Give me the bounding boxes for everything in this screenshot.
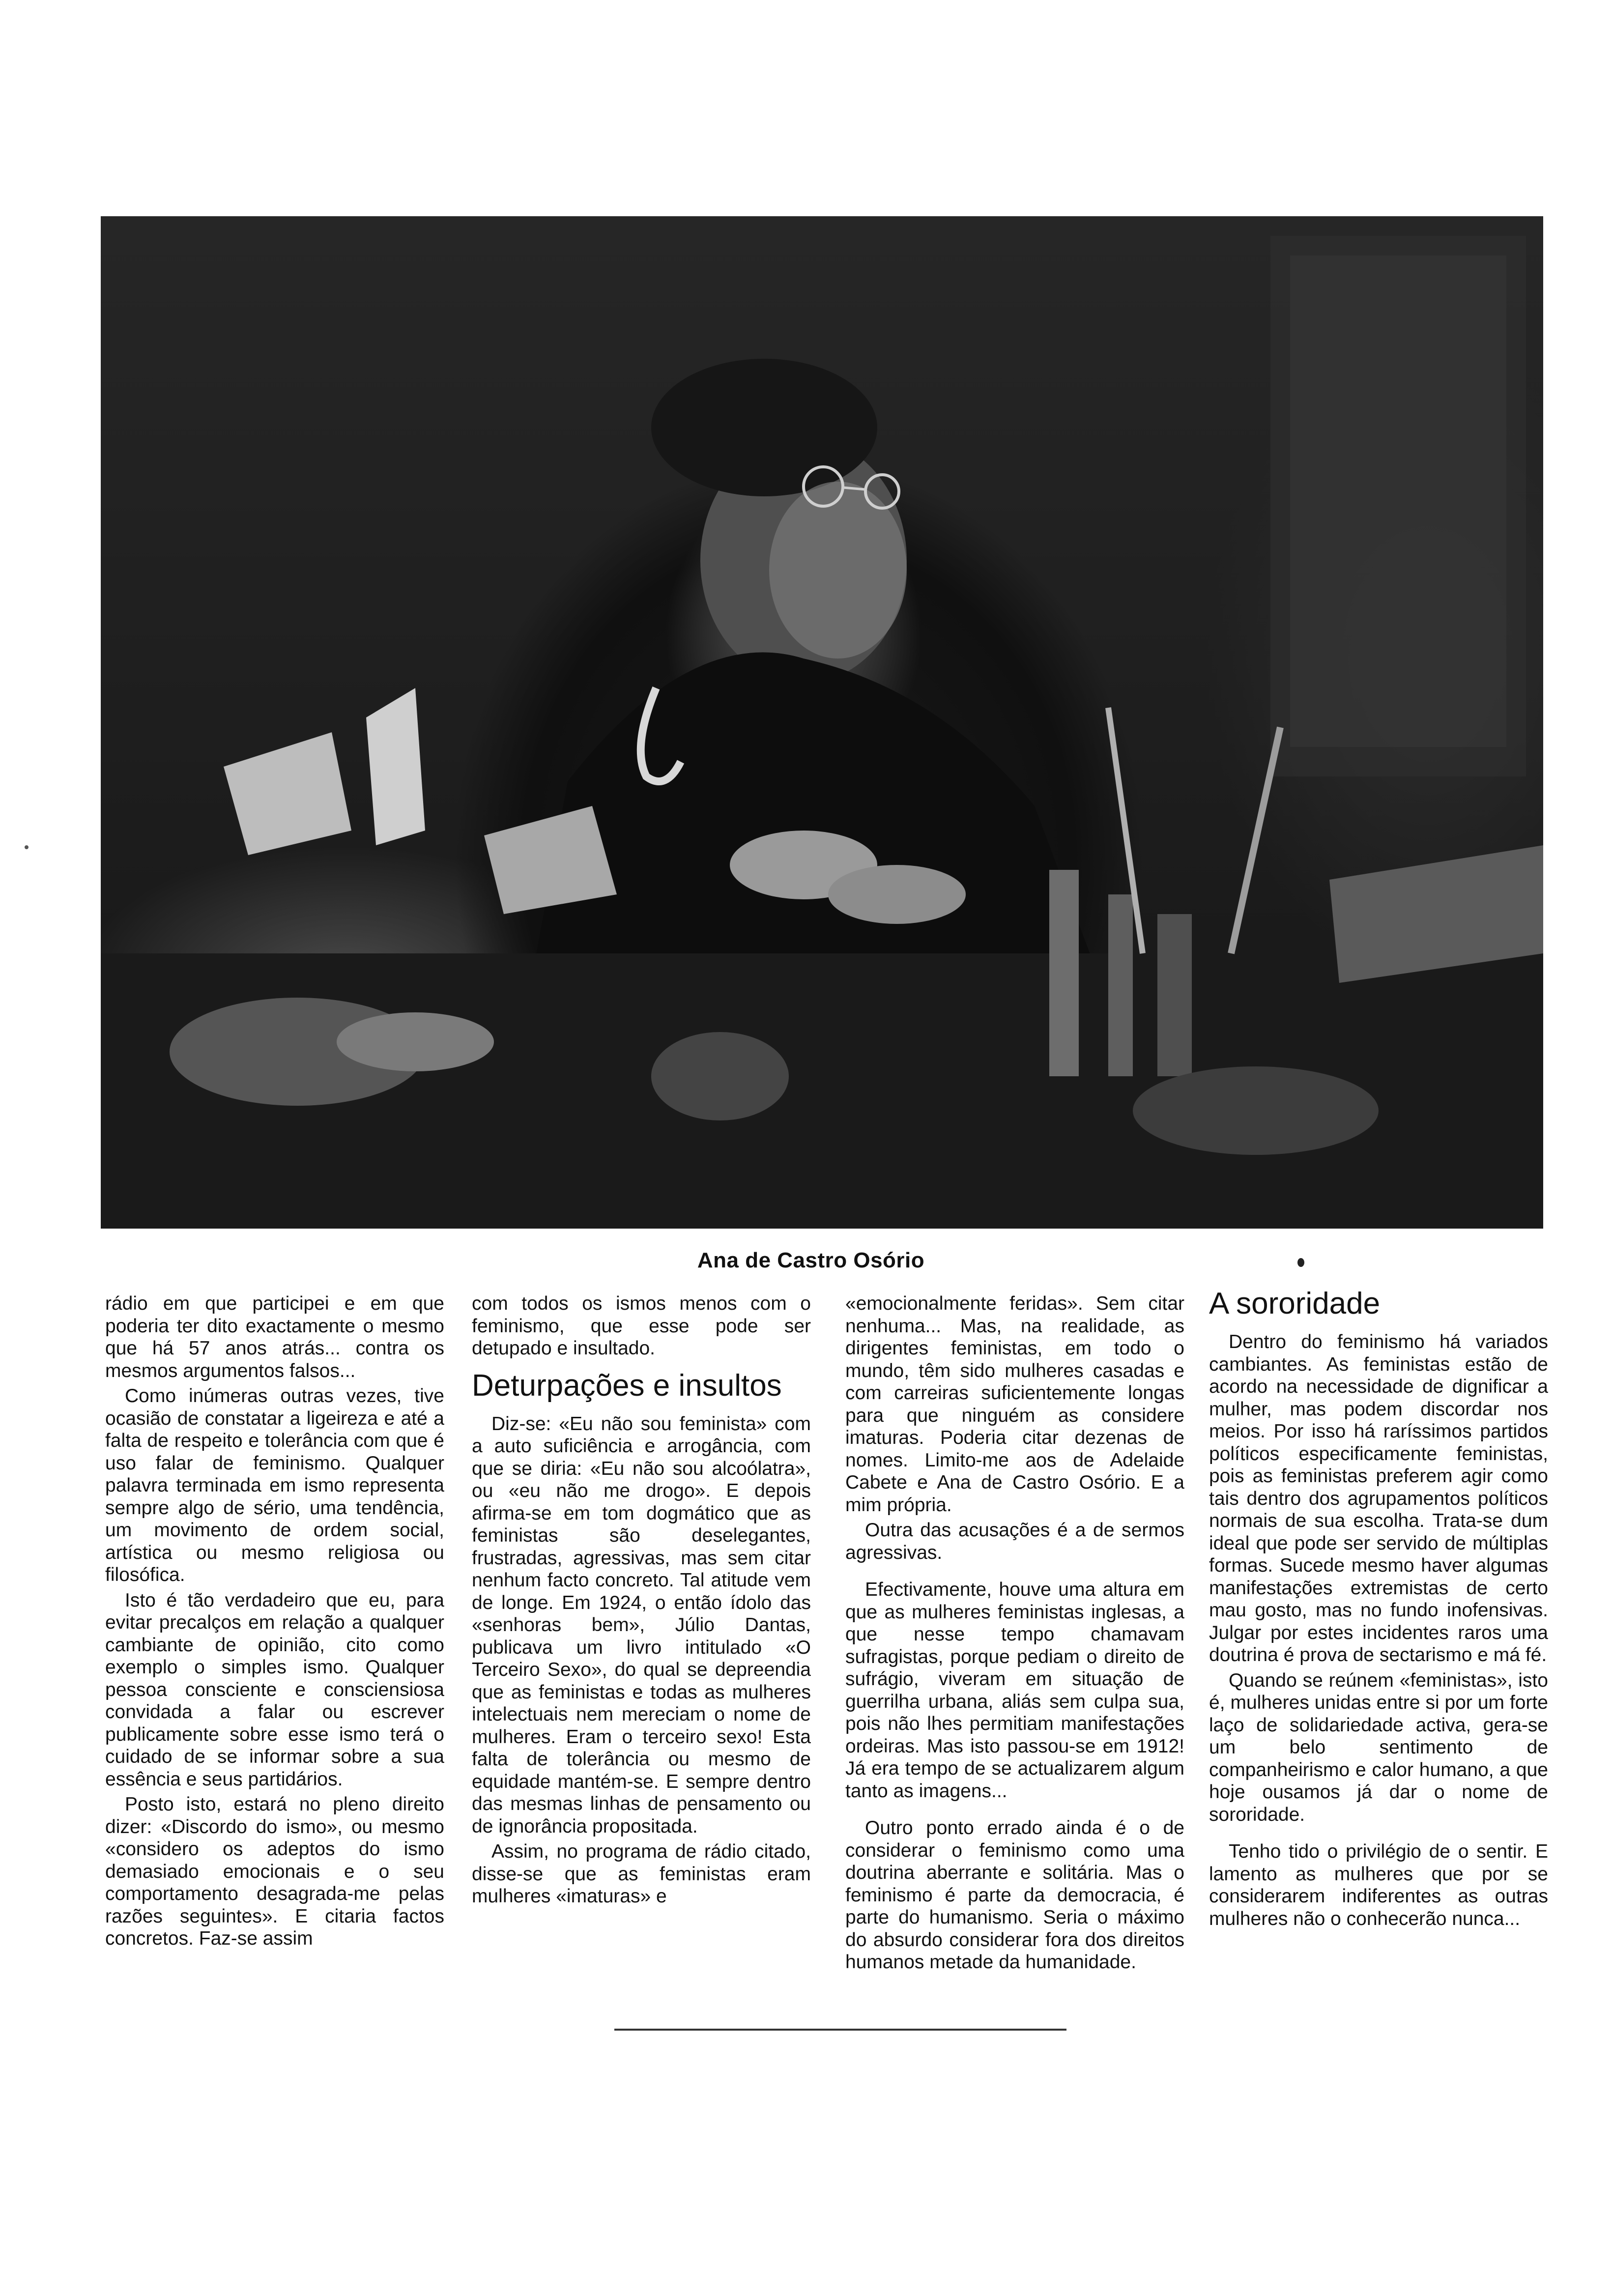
scan-speck	[25, 845, 29, 849]
paragraph: Posto isto, estará no pleno direito dizer: «Discordo do ismo», ou mesmo «considero os adeptos do ismo demasiado emocionais e o seu comportamento desagrada-me pelas razões seguintes». E citaria factos concretos. Faz-se assim	[105, 1794, 444, 1949]
portrait-photo	[101, 216, 1543, 1229]
section-heading-deturpacoes: Deturpações e insultos	[472, 1368, 782, 1403]
paragraph: Efectivamente, houve uma altura em que as mulheres feministas inglesas, a que nesse tempo chamavam sufragistas, porque pediam o direito de sufrágio, viveram em situação de guerrilha urbana, aliás sem culpa sua, pois não lhes permitiam manifestações ordeiras. Mas isto passou-se em 1912! Já era tempo de se actualizarem algum tanto as imagens...	[845, 1579, 1184, 1802]
article-column-2	[472, 1292, 811, 1908]
paragraph: Dentro do feminismo há variados cambiantes. As feministas estão de acordo na necessidade de dignificar a mulher, mas podem discordar nos meios. Por isso há raríssimos partidos políticos especificamente feministas, pois as feministas preferem agir como tais dentro dos agrupamentos políticos normais de sua escolha. Trata-se dum ideal que pode ser servido de múltiplas formas. Sucede mesmo haver algumas manifestações extremistas de certo mau gosto, mas no fundo inofensivas. Julgar por estes incidentes raros uma doutrina é prova de sectarismo e má fé.	[1209, 1331, 1548, 1665]
paragraph: rádio em que participei e em que poderia ter dito exactamente o mesmo que há 57 anos atrás... contra os mesmos argumentos falsos...	[105, 1293, 444, 1381]
section-heading-sororidade: A sororidade	[1209, 1287, 1381, 1320]
paragraph: «emocionalmente feridas». Sem citar nenhuma... Mas, na realidade, as dirigentes feministas, em todo o mundo, têm sido mulheres casadas e com carreiras suficientemente longas para que ninguém as considere imaturas. Poderia citar dezenas de nomes. Limito-me aos de Adelaide Cabete e Ana de Castro Osório. E a mim própria.	[845, 1293, 1184, 1516]
photo-caption: Ana de Castro Osório	[697, 1248, 925, 1272]
bottom-rule	[614, 2029, 1066, 2031]
paragraph: com todos os ismos menos com o feminismo, que esse pode ser detupado e insultado.	[472, 1293, 811, 1359]
paragraph: Quando se reúnem «feministas», isto é, mulheres unidas entre si por um forte laço de solidariedade activa, gera-se um belo sentimento de companheirismo e calor humano, a que hoje ousamos já dar o nome de sororidade.	[1209, 1669, 1548, 1825]
paragraph: Tenho tido o privilégio de o sentir. E lamento as mulheres que por se considerarem indiferentes as outras mulheres não o conhecerão nunca...	[1209, 1841, 1548, 1929]
paragraph: Como inúmeras outras vezes, tive ocasião de constatar a ligeireza e até a falta de respeito e tolerância com que é uso falar de feminismo. Qualquer palavra terminada em ismo representa sempre algo de sério, uma tendência, um movimento de ordem social, artística ou mesmo religiosa ou filosófica.	[105, 1385, 444, 1585]
paragraph: Diz-se: «Eu não sou feminista» com a auto suficiência e arrogância, com que se diria: «Eu não sou alcoólatra», ou «eu não me drogo». E depois afirma-se em tom dogmático que as feministas são deselegantes, frustradas, agressivas, mas sem citar nenhum facto concreto. Tal atitude vem de longe. Em 1924, o então ídolo das «senhoras bem», Júlio Dantas, publicava um livro intitulado «O Terceiro Sexo», do qual se depreendia que as feministas e todas as mulheres intelectuais nem mereciam o nome de mulheres. Eram o terceiro sexo! Esta falta de tolerância ou mesmo de equidade mantém-se. E sempre dentro das mesmas linhas de pensamento ou de ignorância propositada.	[472, 1413, 811, 1837]
article-column-4	[1209, 1288, 1548, 1930]
photo-scene	[101, 216, 1543, 1229]
paragraph: Outro ponto errado ainda é o de considerar o feminismo como uma doutrina aberrante e solitária. Mas o feminismo é parte da democracia, é parte do humanismo. Seria o máximo do absurdo considerar fora dos direitos humanos metade da humanidade.	[845, 1817, 1184, 1973]
article-column-3	[845, 1292, 1184, 1974]
paragraph: Outra das acusações é a de sermos agressivas.	[845, 1520, 1184, 1563]
paragraph: Assim, no programa de rádio citado, disse-se que as feministas eram mulheres «imaturas» e	[472, 1841, 811, 1907]
scan-speck	[1297, 1258, 1304, 1267]
paragraph: Isto é tão verdadeiro que eu, para evitar precalços em relação a qualquer cambiante de opinião, cito como exemplo o simples ismo. Qualquer pessoa consciente e consciensiosa convidada a falar ou escrever publicamente sobre esse ismo terá o cuidado de se informar sobre a sua essência e seus partidários.	[105, 1589, 444, 1790]
article-column-1	[105, 1292, 444, 1950]
